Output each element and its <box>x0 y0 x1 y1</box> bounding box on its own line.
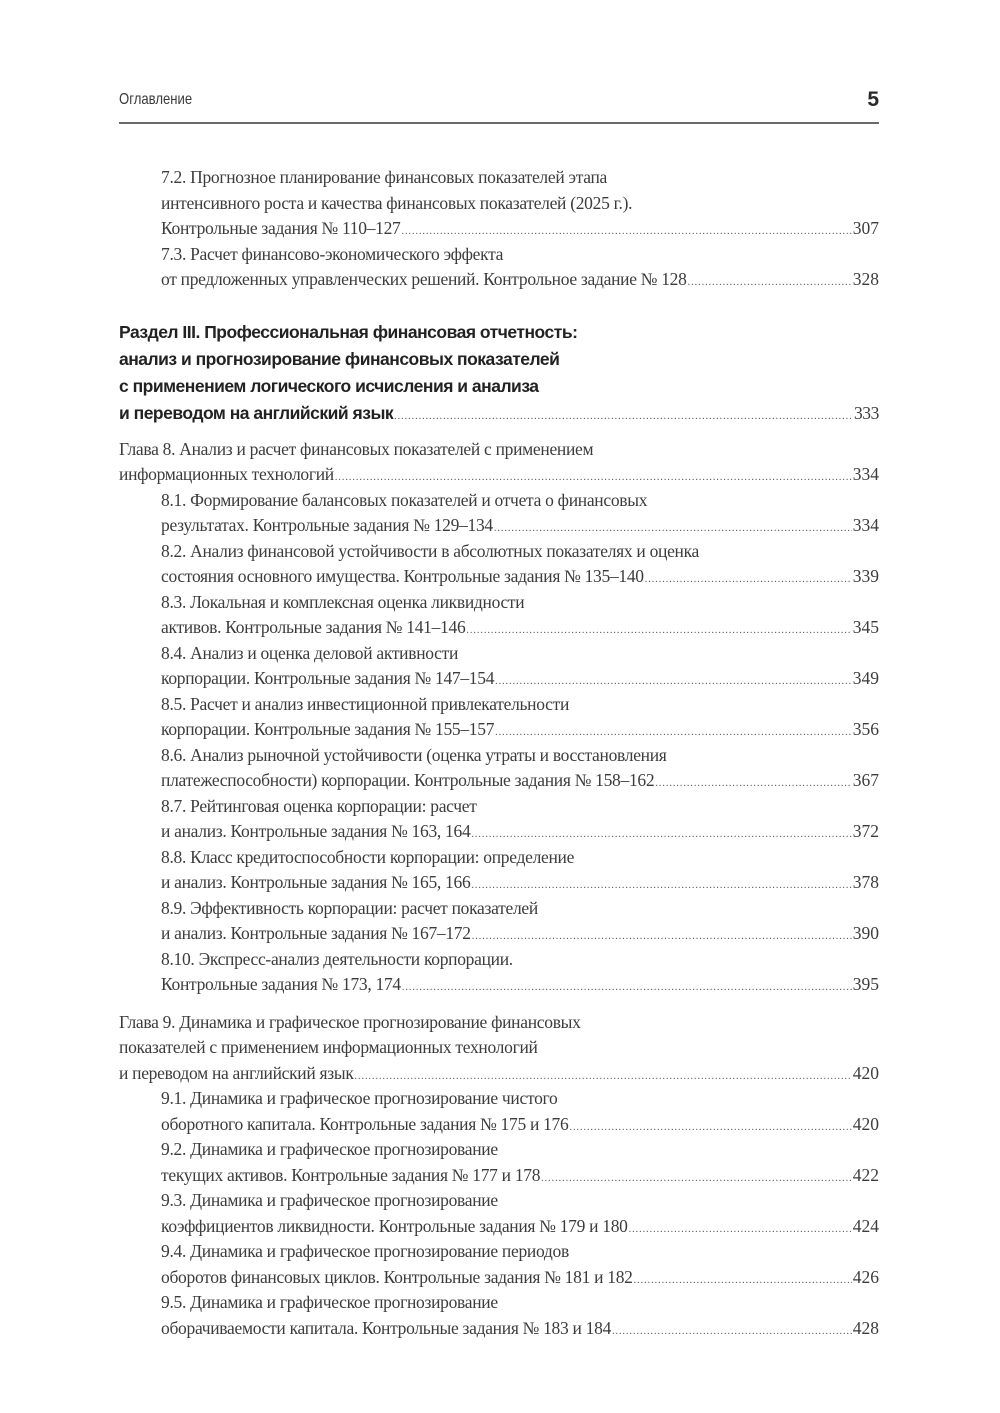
page-number: 5 <box>867 88 879 111</box>
toc-entry-9-3[interactable] <box>119 1188 879 1239</box>
toc-entry-text: Контрольные задания № 173, 174 <box>161 974 401 994</box>
toc-entry-text: 7.2. Прогнозное планирование финансовых показателей этапа <box>161 167 608 187</box>
toc-page-number: 420 <box>852 1113 879 1134</box>
toc-entry-text: Контрольные задания № 110–127 <box>161 218 401 238</box>
toc-page-number: 334 <box>852 515 879 535</box>
toc-page-number: 390 <box>852 923 879 943</box>
toc-entry-text: текущих активов. Контрольные задания № 177 и 178 <box>161 1164 541 1185</box>
toc-entry-text: активов. Контрольные задания № 141–146 <box>161 617 466 637</box>
toc-entry-8-10[interactable] <box>119 947 879 998</box>
toc-page-number: 428 <box>852 1317 879 1338</box>
toc-entry-text: коэффициентов ликвидности. Контрольные задания № 179 и 180 <box>161 1215 628 1236</box>
toc-chapter-9[interactable] <box>119 1010 879 1087</box>
toc-entry-text: и анализ. Контрольные задания № 163, 164 <box>161 821 471 841</box>
toc-page-number: 349 <box>852 668 879 688</box>
dot-leader <box>394 403 853 429</box>
section-title-text: и переводом на английский язык <box>119 402 394 423</box>
toc-entry-text: 8.4. Анализ и оценка деловой активности <box>161 642 459 663</box>
toc-page-number: 328 <box>852 269 879 289</box>
toc-entry-text: 8.2. Анализ финансовой устойчивости в абсолютных показателях и оценка <box>161 540 700 561</box>
toc-section-3[interactable] <box>119 319 879 427</box>
toc-entry-text: корпорации. Контрольные задания № 147–154 <box>161 668 495 688</box>
toc-entry-8-4[interactable] <box>119 641 879 692</box>
toc-page-number: 367 <box>852 770 879 790</box>
section-title-text: с применением логического исчисления и анализа <box>119 375 539 396</box>
toc-entry-text: и анализ. Контрольные задания № 167–172 <box>161 923 471 943</box>
toc-entry-8-8[interactable] <box>119 845 879 896</box>
toc-entry-text: 8.9. Эффективность корпорации: расчет показателей <box>161 897 538 918</box>
running-header <box>119 88 879 124</box>
chapter-title-text: показателей с применением информационных технологий <box>119 1037 538 1057</box>
toc-entry-text: интенсивного роста и качества финансовых показателей (2025 г.). <box>161 192 633 213</box>
toc-entry-text: оборачиваемости капитала. Контрольные задания № 183 и 184 <box>161 1317 612 1338</box>
toc-entry-text: от предложенных управленческих решений. Контрольное задание № 128 <box>161 269 687 289</box>
toc-entry-9-4[interactable] <box>119 1239 879 1290</box>
toc-entry-8-1[interactable] <box>119 488 879 539</box>
toc-entry-8-9[interactable] <box>119 896 879 947</box>
toc-entry-text: 8.5. Расчет и анализ инвестиционной привлекательности <box>161 693 570 714</box>
toc-entry-text: 7.3. Расчет финансово-экономического эффекта <box>161 243 504 264</box>
toc-page-number: 422 <box>852 1164 879 1185</box>
toc-chapter-8[interactable] <box>119 437 879 488</box>
toc-page-number: 426 <box>852 1266 879 1287</box>
toc-entry-7-2[interactable] <box>119 165 879 242</box>
toc-page-number: 424 <box>852 1215 879 1236</box>
toc-page-number: 334 <box>852 464 879 484</box>
toc-entry-text: 9.2. Динамика и графическое прогнозирование <box>161 1139 498 1159</box>
toc-entry-text: 9.4. Динамика и графическое прогнозирование периодов <box>161 1241 569 1261</box>
toc-entry-text: оборотного капитала. Контрольные задания № 175 и 176 <box>161 1113 569 1134</box>
toc-entry-text: оборотов финансовых циклов. Контрольные задания № 181 и 182 <box>161 1266 633 1287</box>
toc-entry-9-5[interactable] <box>119 1290 879 1341</box>
toc-entry-text: 9.5. Динамика и графическое прогнозирование <box>161 1292 498 1312</box>
section-title-text: анализ и прогнозирование финансовых показателей <box>119 348 560 369</box>
toc-page-number: 420 <box>852 1062 879 1083</box>
dot-leader <box>688 270 852 296</box>
toc-entry-text: состояния основного имущества. Контрольные задания № 135–140 <box>161 566 644 586</box>
toc-entry-9-2[interactable] <box>119 1137 879 1188</box>
toc-page-number: 378 <box>852 872 879 892</box>
chapter-title-text: и переводом на английский язык <box>119 1062 354 1083</box>
chapter-title-text: информационных технологий <box>119 464 334 484</box>
toc-entry-text: платежеспособности) корпорации. Контрольные задания № 158–162 <box>161 770 655 790</box>
toc-entry-8-6[interactable] <box>119 743 879 794</box>
dot-leader <box>612 1319 852 1345</box>
toc-entry-text: результатах. Контрольные задания № 129–134 <box>161 515 493 535</box>
chapter-title-text: Глава 9. Динамика и графическое прогнозирование финансовых <box>119 1011 581 1032</box>
toc-page-number: 339 <box>852 566 879 586</box>
toc-page-number: 395 <box>852 974 879 994</box>
toc-entry-8-2[interactable] <box>119 539 879 590</box>
toc-page-number: 333 <box>853 402 879 423</box>
toc-entry-text: 8.3. Локальная и комплексная оценка ликвидности <box>161 591 525 612</box>
toc-page-number: 345 <box>852 617 879 637</box>
toc-page-number: 307 <box>852 218 879 238</box>
toc-page-number: 372 <box>852 821 879 841</box>
toc-entry-text: 8.8. Класс кредитоспособности корпорации: определение <box>161 846 575 867</box>
toc-entry-text: 9.1. Динамика и графическое прогнозирование чистого <box>161 1088 558 1108</box>
table-of-contents <box>119 165 879 1341</box>
toc-entry-text: 8.1. Формирование балансовых показателей и отчета о финансовых <box>161 489 648 510</box>
dot-leader <box>402 975 852 1001</box>
toc-entry-9-1[interactable] <box>119 1086 879 1137</box>
toc-entry-text: корпорации. Контрольные задания № 155–157 <box>161 719 495 739</box>
chapter-title-text: Глава 8. Анализ и расчет финансовых показателей с применением <box>119 438 594 459</box>
toc-entry-text: и анализ. Контрольные задания № 165, 166 <box>161 872 471 892</box>
toc-entry-8-7[interactable] <box>119 794 879 845</box>
toc-entry-text: 8.10. Экспресс-анализ деятельности корпорации. <box>161 948 513 969</box>
toc-entry-8-5[interactable] <box>119 692 879 743</box>
toc-entry-text: 8.6. Анализ рыночной устойчивости (оценка утраты и восстановления <box>161 744 667 765</box>
header-title: Оглавление <box>119 91 193 108</box>
section-title-text: Раздел III. Профессиональная финансовая отчетность: <box>119 321 578 342</box>
toc-page-number: 356 <box>852 719 879 739</box>
toc-entry-text: 8.7. Рейтинговая оценка корпорации: расчет <box>161 795 477 816</box>
toc-entry-text: 9.3. Динамика и графическое прогнозирование <box>161 1190 498 1210</box>
toc-entry-8-3[interactable] <box>119 590 879 641</box>
toc-entry-7-3[interactable] <box>119 242 879 293</box>
